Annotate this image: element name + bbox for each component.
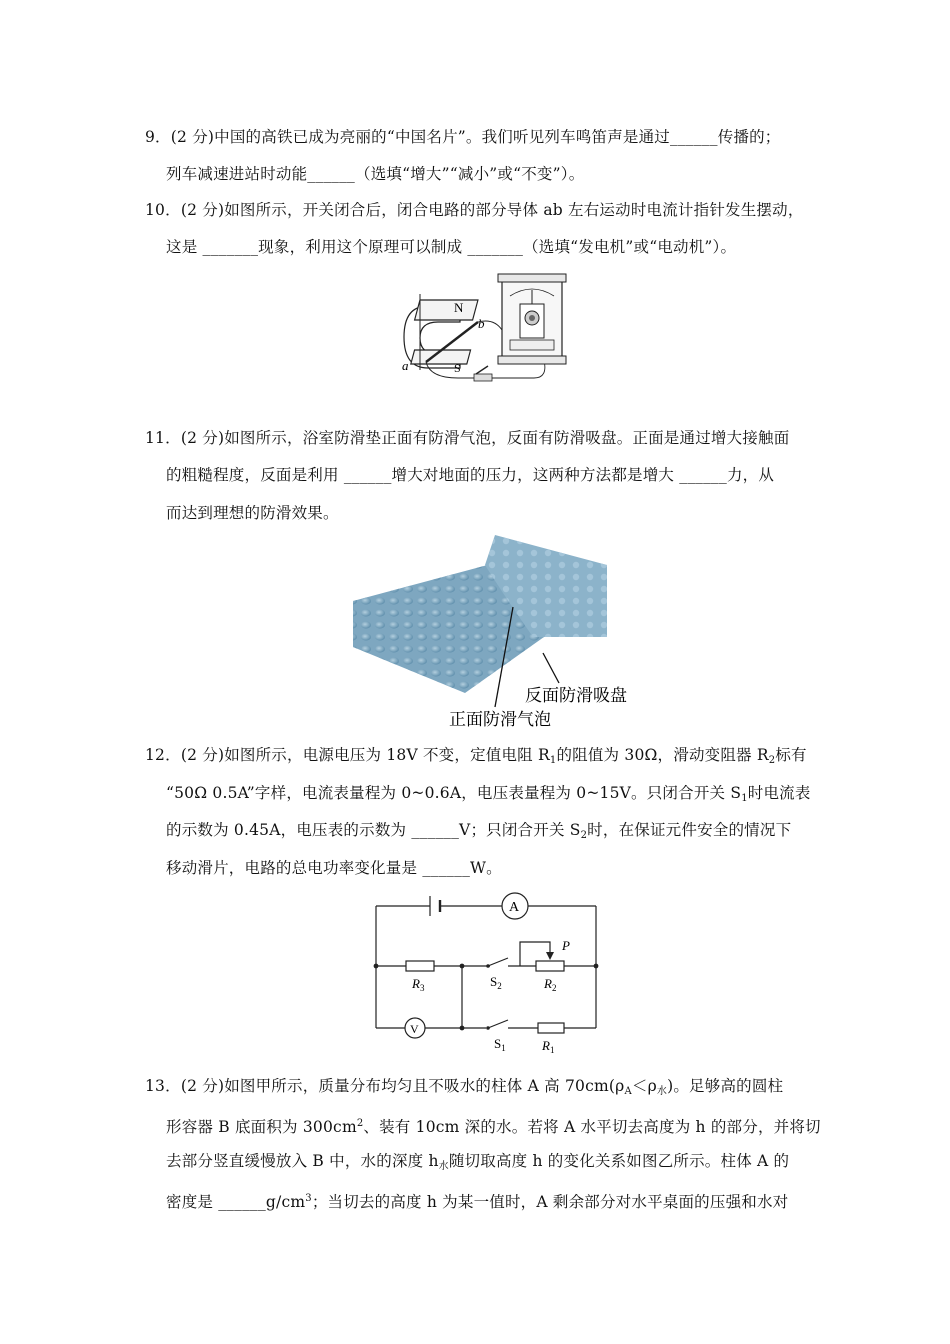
galvanometer-icon — [498, 274, 566, 364]
label-b: b — [478, 316, 485, 331]
q9-line-1: 9．(2 分)中国的高铁已成为亮丽的“中国名片”。我们听见列车鸣笛声是通过______传播的； — [145, 128, 781, 146]
q12-line-3: 的示数为 0.45A，电压表的示数为 ______V；只闭合开关 $S_2$时，在保证元件安全的情况下 — [166, 821, 792, 841]
label-s: S — [454, 361, 461, 375]
resistor-r1-icon — [538, 1023, 564, 1033]
q11-line-2: 的粗糙程度，反面是利用 ______增大对地面的压力，这两种方法都是增大 ______力，从 — [166, 466, 775, 484]
label-s2: $S_2$ — [490, 974, 502, 991]
label-n: N — [454, 300, 464, 315]
q13-line-4: 密度是 $\_\_\_\_\_\_g/cm^3$；当切去的高度 h 为某一值时，A 剩余部分对水平桌面的压强和水对 — [166, 1193, 789, 1211]
q11-line-3: 而达到理想的防滑效果。 — [166, 504, 339, 522]
label-s1: $S_1$ — [494, 1036, 506, 1053]
generator-figure — [398, 270, 573, 390]
label-a: a — [402, 358, 409, 373]
q13-line-2: 形容器 B 底面积为 $300cm^2$、装有 10cm 深的水。若将 A 水平切去高度为 h 的部分，并将切 — [166, 1118, 821, 1136]
label-front-bubbles: 正面防滑气泡 — [449, 710, 551, 730]
switch-s2-icon — [488, 958, 508, 966]
q13-line-1: 13．(2 分)如图甲所示，质量分布均匀且不吸水的柱体 A 高 $70cm(\rho_A<\rho_水)$。足够高的圆柱 — [145, 1077, 784, 1097]
label-back-suction: 反面防滑吸盘 — [525, 686, 627, 706]
circuit-diagram — [368, 888, 608, 1058]
label-r3: $R_3$ — [412, 976, 425, 993]
label-r2: $R_2$ — [544, 976, 557, 993]
q13-line-3: 去部分竖直缓慢放入 B 中，水的深度 $h_水$随切取高度 h 的变化关系如图乙所示。柱体 A 的 — [166, 1152, 790, 1172]
svg-text:A: A — [509, 900, 520, 915]
q11-line-1: 11．(2 分)如图所示，浴室防滑垫正面有防滑气泡，反面有防滑吸盘。正面是通过增大接触面 — [145, 429, 790, 447]
rheostat-r2-icon — [536, 961, 564, 971]
bath-mat-figure — [345, 535, 627, 733]
q12-line-4: 移动滑片，电路的总电功率变化量是 ______W。 — [166, 859, 502, 877]
svg-text:V: V — [410, 1022, 419, 1036]
switch-icon — [474, 374, 492, 381]
label-p: P — [562, 938, 570, 953]
label-r1: $R_1$ — [542, 1038, 555, 1055]
resistor-r3-icon — [406, 961, 434, 971]
q10-line-1: 10．(2 分)如图所示，开关闭合后，闭合电路的部分导体 ab 左右运动时电流计指针发生摆动， — [145, 201, 804, 219]
q12-line-2: “50Ω 0.5A”字样，电流表量程为 0~0.6A，电压表量程为 0~15V。只闭合开关 $S_1$时电流表 — [166, 784, 811, 804]
q12-line-1: 12．(2 分)如图所示，电源电压为 18V 不变，定值电阻 $R_1$的阻值为 30Ω，滑动变阻器 $R_2$标有 — [145, 746, 807, 766]
q10-line-2: 这是 _______现象，利用这个原理可以制成 _______（选填“发电机”或“电动机”）。 — [166, 238, 737, 256]
q9-line-2: 列车减速进站时动能______（选填“增大”“减小”或“不变”）。 — [166, 165, 585, 183]
switch-s1-icon — [488, 1020, 508, 1028]
